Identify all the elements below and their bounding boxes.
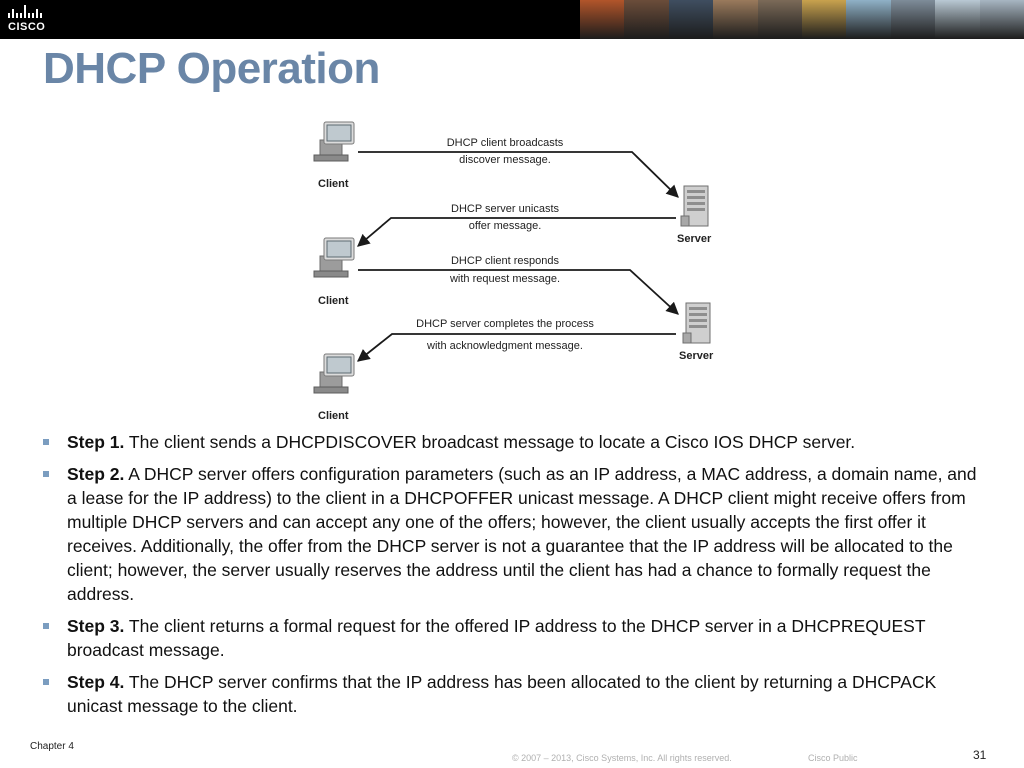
bullet-square-icon [43, 439, 49, 445]
server-label-2: Server [679, 350, 714, 362]
page-number: 31 [973, 748, 987, 762]
page-title: DHCP Operation [43, 44, 380, 93]
bullet-square-icon [43, 623, 49, 629]
discover-message-line2: discover message. [459, 154, 551, 166]
acknowledgment-message-line2: with acknowledgment message. [427, 340, 583, 352]
acknowledgment-message-line1: DHCP server completes the process [416, 318, 594, 330]
step-text: The client sends a DHCPDISCOVER broadcast message to locate a Cisco IOS DHCP server. [124, 432, 856, 452]
offer-message-line1: DHCP server unicasts [451, 203, 559, 215]
client-computer-3-icon [314, 354, 354, 393]
bullet-square-icon [43, 679, 49, 685]
client-label-1: Client [318, 178, 349, 190]
client-label-3: Client [318, 410, 349, 422]
client-label-2: Client [318, 295, 349, 307]
cisco-wordmark: CISCO [8, 21, 46, 33]
footer-copyright: © 2007 – 2013, Cisco Systems, Inc. All rights reserved. [512, 753, 732, 763]
server-2-icon [683, 303, 710, 343]
footer-classification: Cisco Public [808, 753, 858, 763]
server-1-icon [681, 186, 708, 226]
step-label: Step 1. [67, 432, 125, 452]
server-label-1: Server [677, 233, 712, 245]
request-message-line2: with request message. [449, 273, 561, 285]
step-text: The DHCP server confirms that the IP address has been allocated to the client by returning a DHCPACK unicast message to the client. [67, 672, 937, 716]
discover-message-line1: DHCP client broadcasts [446, 137, 564, 149]
step-item-1 [40, 430, 980, 454]
step-text: A DHCP server offers configuration parameters (such as an IP address, a MAC address, a domain name, and a lease for the IP address) to the client in a DHCPOFFER unicast message. A DHCP client might receive offers from multiple DHCP servers and can accept any one of the offers; however, the client usually accepts the first offer it receives. Additionally, the offer from the DHCP server is not a guarantee that the IP address will be allocated to the client; however, the server usually reserves the address until the client has had a chance to formally request the address. [67, 464, 977, 604]
footer-chapter: Chapter 4 [30, 741, 74, 752]
bullet-square-icon [43, 471, 49, 477]
request-message-line1: DHCP client responds [450, 255, 560, 267]
step-item-3 [40, 614, 980, 662]
client-computer-2-icon [314, 238, 354, 277]
step-item-2 [40, 462, 980, 606]
client-computer-1-icon [314, 122, 354, 161]
step-list [40, 430, 980, 726]
step-label: Step 2. [67, 464, 125, 484]
step-label: Step 3. [67, 616, 125, 636]
step-label: Step 4. [67, 672, 125, 692]
offer-message-line2: offer message. [468, 220, 542, 232]
step-item-4 [40, 670, 980, 718]
step-text: The client returns a formal request for the offered IP address to the DHCP server in a DHCPREQUEST broadcast message. [67, 616, 926, 660]
